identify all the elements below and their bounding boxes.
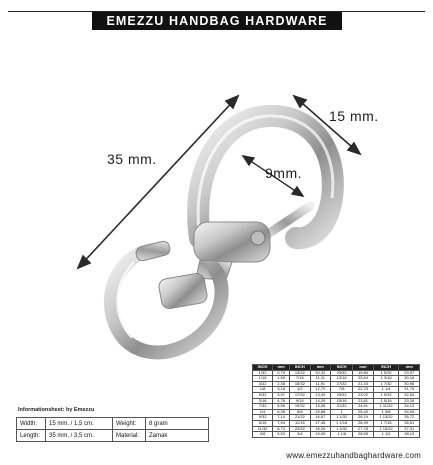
info-cell: Zamak <box>146 430 209 442</box>
conversion-cell: 19,05 <box>310 432 330 438</box>
conversion-cell: 9/16 <box>290 398 310 404</box>
conversion-cell: 1 5/16 <box>373 398 399 404</box>
conversion-header: mm <box>399 365 420 371</box>
conversion-cell: 15/16 <box>331 398 353 404</box>
conversion-cell: 11,91 <box>310 381 330 387</box>
conversion-cell: 3/4 <box>290 432 310 438</box>
conversion-cell: 13/32 <box>290 370 310 376</box>
conversion-cell: 13,49 <box>310 392 330 398</box>
conversion-cell: 5/16 <box>253 420 273 426</box>
conversion-cell: 1/4 <box>253 409 273 415</box>
conversion-cell: 1 1/2 <box>373 432 399 438</box>
conversion-cell: 24,61 <box>353 404 373 410</box>
conversion-cell: 34,93 <box>399 409 420 415</box>
conversion-cell: 8,73 <box>273 426 290 432</box>
conversion-cell: 11/16 <box>290 420 310 426</box>
conversion-cell: 6,35 <box>273 409 290 415</box>
conversion-header: INCH <box>373 365 399 371</box>
conversion-cell: 33,34 <box>399 398 420 404</box>
conversion-cell: 1 1/8 <box>331 432 353 438</box>
opening-label: 9mm. <box>265 165 302 181</box>
conversion-cell: 11,11 <box>310 376 330 382</box>
conversion-cell: 5/8 <box>290 409 310 415</box>
conversion-cell: 1 1/4 <box>373 387 399 393</box>
conversion-table <box>252 364 420 438</box>
conversion-header: mm <box>273 365 290 371</box>
conversion-cell: 9/32 <box>253 415 273 421</box>
conversion-cell: 2,38 <box>273 381 290 387</box>
conversion-cell: 4,76 <box>273 398 290 404</box>
info-row <box>17 430 209 442</box>
conversion-cell: 12,70 <box>310 387 330 393</box>
conversion-cell: 37,31 <box>399 426 420 432</box>
conversion-cell: 31/32 <box>331 404 353 410</box>
conversion-cell: 1/8 <box>253 387 273 393</box>
conversion-header: INCH <box>290 365 310 371</box>
conversion-cell: 9,53 <box>273 432 290 438</box>
conversion-cell: 13/16 <box>331 376 353 382</box>
conversion-cell: 17,46 <box>310 420 330 426</box>
conversion-cell: 19,84 <box>353 370 373 376</box>
conversion-cell: 29,37 <box>399 370 420 376</box>
conversion-cell: 1 7/16 <box>373 420 399 426</box>
conversion-cell: 1 1/16 <box>331 420 353 426</box>
conversion-cell: 14,29 <box>310 398 330 404</box>
conversion-cell: 15/32 <box>290 381 310 387</box>
conversion-cell: 34,13 <box>399 404 420 410</box>
conversion-cell: 1 15/32 <box>373 426 399 432</box>
conversion-cell: 7/16 <box>290 376 310 382</box>
conversion-cell: 23,02 <box>353 392 373 398</box>
conversion-cell: 31,75 <box>399 387 420 393</box>
conversion-cell: 27,78 <box>353 426 373 432</box>
conversion-cell: 7,14 <box>273 415 290 421</box>
conversion-cell: 3/8 <box>253 432 273 438</box>
conversion-header: mm <box>310 365 330 371</box>
conversion-cell: 0,79 <box>273 370 290 376</box>
conversion-cell: 7/8 <box>331 387 353 393</box>
conversion-cell: 17/32 <box>290 392 310 398</box>
conversion-cell: 19/32 <box>290 404 310 410</box>
conversion-cell: 3,18 <box>273 387 290 393</box>
info-sheet-title: Informationsheet: by Emezzu <box>18 407 95 413</box>
info-cell: 8 gram <box>146 418 209 430</box>
conversion-cell: 36,51 <box>399 420 420 426</box>
conversion-cell: 25,40 <box>353 409 373 415</box>
conversion-cell: 3,97 <box>273 392 290 398</box>
conversion-header: INCH <box>331 365 353 371</box>
conversion-cell: 7/32 <box>253 404 273 410</box>
conversion-cell: 25/32 <box>331 370 353 376</box>
conversion-cell: 38,10 <box>399 432 420 438</box>
conversion-cell: 1 3/8 <box>373 409 399 415</box>
conversion-cell: 23,81 <box>353 398 373 404</box>
conversion-cell: 27/32 <box>331 381 353 387</box>
info-cell: Length: <box>17 430 46 442</box>
website-url: www.emezzuhandbaghardware.com <box>286 451 421 460</box>
conversion-cell: 32,54 <box>399 392 420 398</box>
conversion-row <box>253 432 420 438</box>
conversion-cell: 26,99 <box>353 420 373 426</box>
conversion-cell: 1 13/32 <box>373 415 399 421</box>
info-cell: 15 mm. / 1,5 cm. <box>46 418 113 430</box>
conversion-cell: 5/32 <box>253 392 273 398</box>
length-label: 35 mm. <box>107 151 157 167</box>
conversion-cell: 22,23 <box>353 387 373 393</box>
conversion-cell: 1/32 <box>253 370 273 376</box>
conversion-cell: 1 9/32 <box>373 392 399 398</box>
info-row <box>17 418 209 430</box>
conversion-cell: 30,16 <box>399 376 420 382</box>
conversion-cell: 1/2 <box>290 387 310 393</box>
conversion-cell: 15,08 <box>310 404 330 410</box>
conversion-cell: 1 1/32 <box>331 415 353 421</box>
conversion-cell: 21/32 <box>290 415 310 421</box>
conversion-cell: 29/32 <box>331 392 353 398</box>
product-photo <box>0 40 433 370</box>
conversion-cell: 15,88 <box>310 409 330 415</box>
conversion-cell: 35,72 <box>399 415 420 421</box>
conversion-cell: 18,26 <box>310 426 330 432</box>
conversion-cell: 21,43 <box>353 381 373 387</box>
conversion-cell: 1,59 <box>273 376 290 382</box>
conversion-cell: 5,56 <box>273 404 290 410</box>
conversion-cell: 1 3/16 <box>373 376 399 382</box>
conversion-cell: 16,67 <box>310 415 330 421</box>
conversion-cell: 20,64 <box>353 376 373 382</box>
info-cell: 35 mm. / 3,5 cm. <box>46 430 113 442</box>
conversion-cell: 30,96 <box>399 381 420 387</box>
conversion-header: mm <box>353 365 373 371</box>
conversion-cell: 28,58 <box>353 432 373 438</box>
info-cell: Width: <box>17 418 46 430</box>
conversion-cell: 3/32 <box>253 381 273 387</box>
conversion-cell: 11/32 <box>253 426 273 432</box>
conversion-header: INCH <box>253 365 273 371</box>
conversion-cell: 1 7/32 <box>373 381 399 387</box>
brand-banner: EMEZZU HANDBAG HARDWARE <box>92 12 342 30</box>
info-table <box>16 417 209 442</box>
conversion-cell: 1 3/32 <box>331 426 353 432</box>
conversion-cell: 3/16 <box>253 398 273 404</box>
info-cell: Material: <box>113 430 146 442</box>
conversion-cell: 7,94 <box>273 420 290 426</box>
width-label: 15 mm. <box>329 108 379 124</box>
conversion-cell: 10,32 <box>310 370 330 376</box>
conversion-cell: 26,19 <box>353 415 373 421</box>
conversion-cell: 23/32 <box>290 426 310 432</box>
conversion-cell: 1 5/32 <box>373 370 399 376</box>
conversion-cell: 1 11/32 <box>373 404 399 410</box>
conversion-cell: 1 <box>331 409 353 415</box>
info-cell: Weight: <box>113 418 146 430</box>
conversion-cell: 1/16 <box>253 376 273 382</box>
